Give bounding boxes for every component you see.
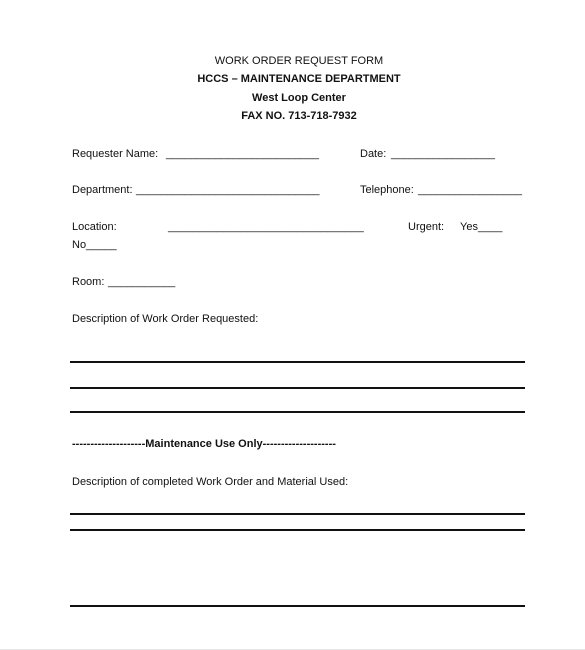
completed-line-3[interactable] (70, 605, 525, 607)
room-field[interactable]: ___________ (108, 276, 176, 288)
department-heading: HCCS – MAINTENANCE DEPARTMENT (197, 73, 401, 85)
telephone-label: Telephone: (360, 184, 414, 196)
urgent-yes-option[interactable]: Yes____ (460, 221, 503, 233)
requester-name-label: Requester Name: (72, 148, 159, 160)
form-title: WORK ORDER REQUEST FORM (214, 55, 384, 67)
date-field[interactable]: _________________ (391, 148, 496, 160)
urgent-label: Urgent: (408, 221, 445, 233)
department-label: Department: (72, 184, 133, 196)
date-label: Date: (360, 148, 387, 160)
location-label: Location: (72, 221, 117, 233)
urgent-no-option[interactable]: No_____ (72, 239, 117, 251)
description-requested-label: Description of Work Order Requested: (72, 313, 259, 325)
location-heading: West Loop Center (252, 92, 346, 104)
description-completed-label: Description of completed Work Order and Material Used: (72, 476, 349, 488)
fax-number: FAX NO. 713-718-7932 (241, 110, 357, 122)
telephone-field[interactable]: _________________ (418, 184, 523, 196)
requester-name-field[interactable]: _________________________ (166, 148, 319, 160)
completed-line-2[interactable] (70, 529, 525, 531)
location-field[interactable]: ________________________________ (168, 221, 364, 233)
description-line-2[interactable] (70, 387, 525, 389)
maintenance-use-divider: --------------------Maintenance Use Only-------------------- (72, 438, 336, 450)
completed-line-1[interactable] (70, 513, 525, 515)
room-label: Room: (72, 276, 105, 288)
department-field[interactable]: ______________________________ (136, 184, 320, 196)
description-line-3[interactable] (70, 411, 525, 413)
description-line-1[interactable] (70, 361, 525, 363)
